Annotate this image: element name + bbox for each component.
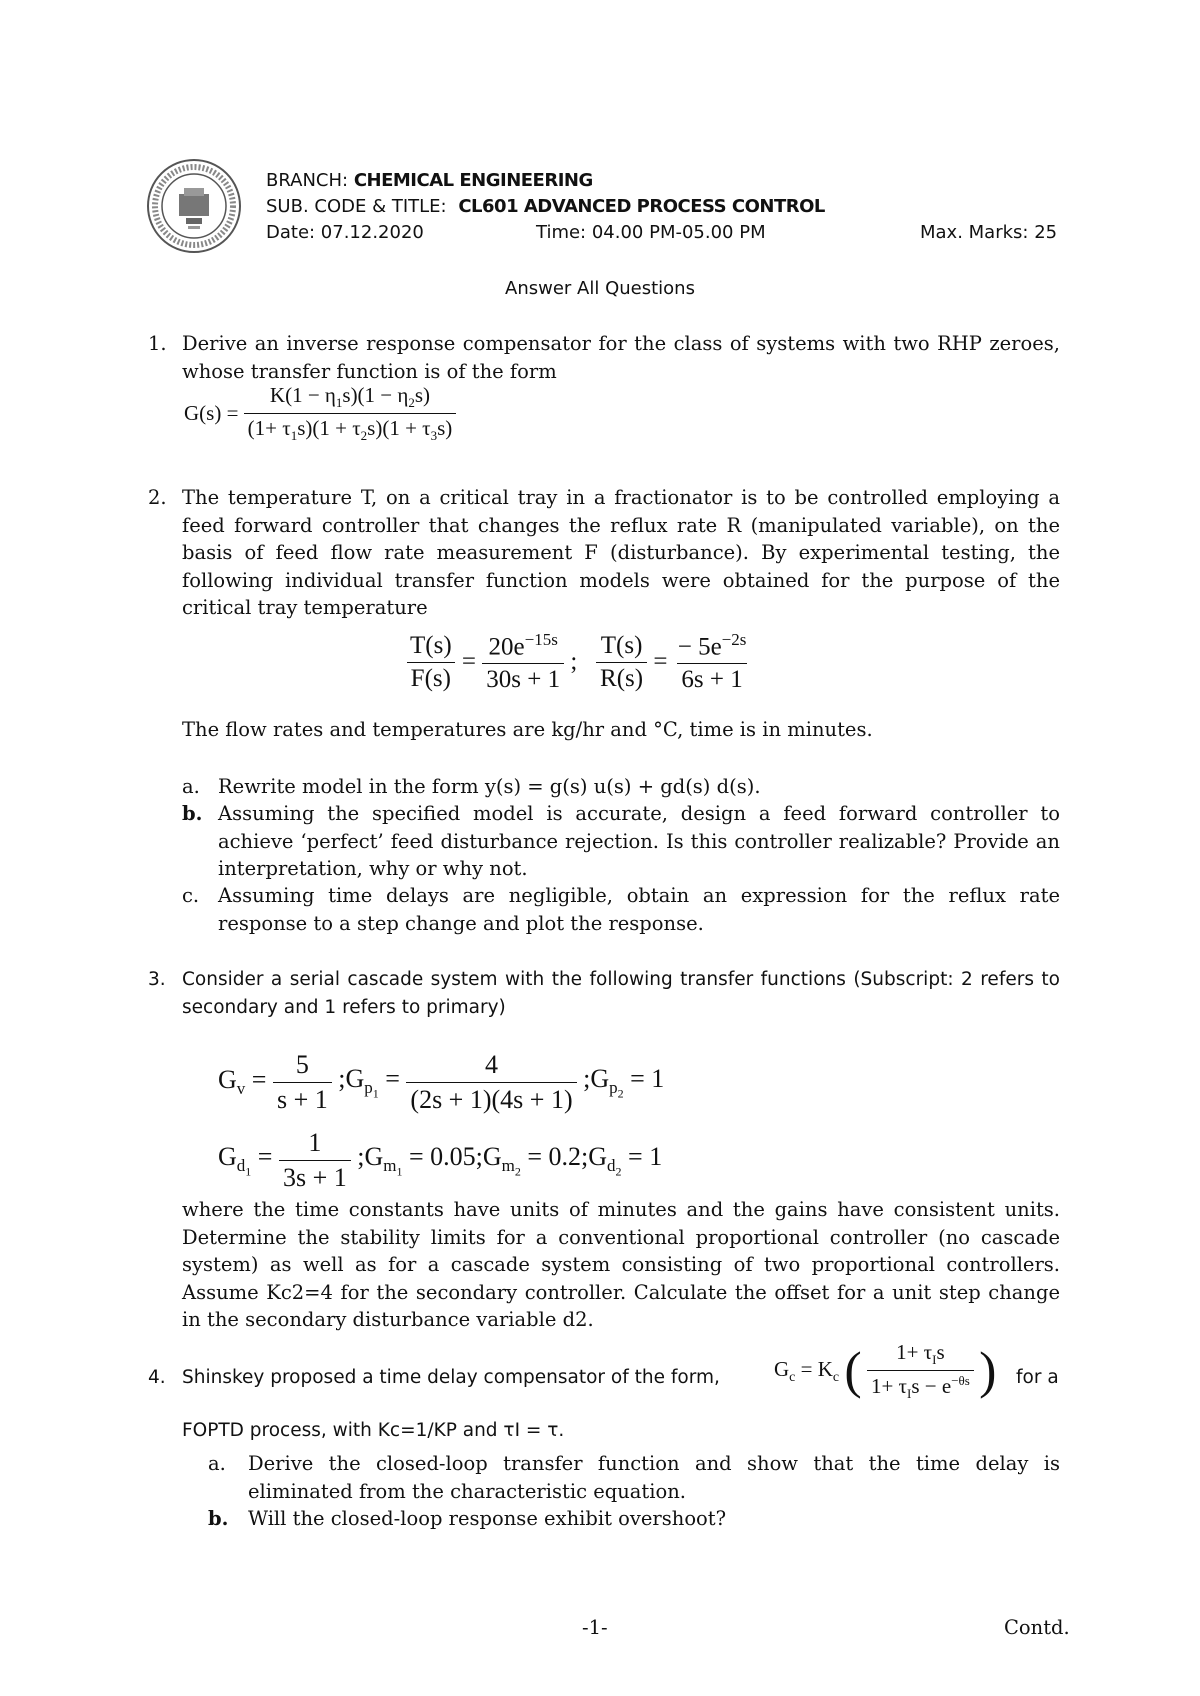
page-number: -1- (582, 1616, 608, 1639)
subject-value: CL601 ADVANCED PROCESS CONTROL (458, 196, 825, 217)
q4a-label: a. (208, 1452, 226, 1475)
q1-text: Derive an inverse response compensator for the class of systems with two RHP zeroes, whose transfer function is of the form (182, 332, 1060, 383)
q2c-label: c. (182, 884, 200, 907)
subject-line (266, 194, 825, 220)
q3-number: 3. (148, 969, 166, 990)
q2-number: 2. (148, 486, 167, 509)
q2a-text: Rewrite model in the form y(s) = g(s) u(s) + gd(s) d(s). (218, 775, 761, 798)
q2-text: The temperature T, on a critical tray in a fractionator is to be controlled employing a feed forward controller that changes the reflux rate R (manipulated variable), on the basis of feed flow rate measurement F (disturbance). By experimental testing, the following individual transfer function models were obtained for the purpose of the critical tray temperature (182, 486, 1060, 619)
branch-label: BRANCH: (266, 170, 349, 191)
q3-after-text: where the time constants have units of minutes and the gains have consistent units. Determine the stability limits for a conventional proportional controller (no cascade system) as well as for a cascade system consisting of two proportional controllers. Assume Kc2=4 for the secondary controller. Calculate the offset for a unit step change in the secondary disturbance variable d2. (182, 1198, 1060, 1331)
q4a-text: Derive the closed-loop transfer function and show that the time delay is eliminated from the characteristic equation. (248, 1452, 1060, 1503)
max-marks: Max. Marks: 25 (920, 222, 1058, 243)
institute-seal-logo (146, 158, 242, 254)
continued-label: Contd. (1004, 1616, 1070, 1639)
q4-text-after: for a (1016, 1367, 1059, 1388)
exam-date: Date: 07.12.2020 (266, 222, 424, 243)
q3-equations-line1: $G_v$ = $\frac{5}{s + 1}$ $;G_{p_1}$ = $\frac{4}{(2s + 1)(4s + 1)}$ $;G_{p_2} = 1$ (218, 1050, 665, 1114)
branch-value: CHEMICAL ENGINEERING (353, 170, 593, 191)
instructions: Answer All Questions (505, 278, 695, 299)
q2a-label: a. (182, 775, 200, 798)
q2b-text: Assuming the specified model is accurate, design a feed forward controller to achieve ‘perfect’ feed disturbance rejection. Is this controller realizable? Provide an interpretation, why or why not. (218, 802, 1060, 880)
q4b-text: Will the closed-loop response exhibit overshoot? (248, 1507, 727, 1530)
q2b-label: b. (182, 802, 203, 825)
q4b-label: b. (208, 1507, 229, 1530)
q4-text-before: Shinskey proposed a time delay compensator of the form, (182, 1367, 720, 1388)
subject-label: SUB. CODE & TITLE: (266, 196, 447, 217)
q2-transfer-functions: $\frac{T(s)}{F(s)}$ = $\frac{20e^{-15s}}{30s + 1}$ ; $\frac{T(s)}{R(s)}$ = $\frac{- 5e^{-2s}}{6s + 1}$ (406, 630, 750, 694)
q1-transfer-function: G(s) = $\frac{K(1 - \eta_1s)(1 - \eta_2s)}{(1+ \tau_1s)(1 + \tau_2s)(1 + \tau_3s)}$ (184, 383, 456, 444)
exam-time: Time: 04.00 PM-05.00 PM (536, 222, 766, 243)
q4-compensator-equation: $G_c = K_c$ ( $\frac{1+ \tau_Is}{1+ \tau_Is - e^{-\theta s}}$ ) (774, 1340, 997, 1402)
q3-equations-line2: $G_{d_1}$ = $\frac{1}{3s + 1}$ $;G_{m_1}$ = $0.05;G_{m_2}$ = $0.2;G_{d_2} = 1$ (218, 1128, 663, 1192)
q3-text: Consider a serial cascade system with the following transfer functions (Subscript: 2 refers to secondary and 1 refers to primary) (182, 969, 1060, 1018)
q2c-text: Assuming time delays are negligible, obtain an expression for the reflux rate response to a step change and plot the response. (218, 884, 1060, 935)
q2-units-note: The flow rates and temperatures are kg/hr and °C, time is in minutes. (182, 718, 873, 741)
q4-line2: FOPTD process, with Kc=1/KP and τI = τ. (182, 1420, 565, 1441)
q1-number: 1. (148, 332, 167, 355)
branch-line (266, 168, 593, 194)
q4-number: 4. (148, 1367, 166, 1388)
